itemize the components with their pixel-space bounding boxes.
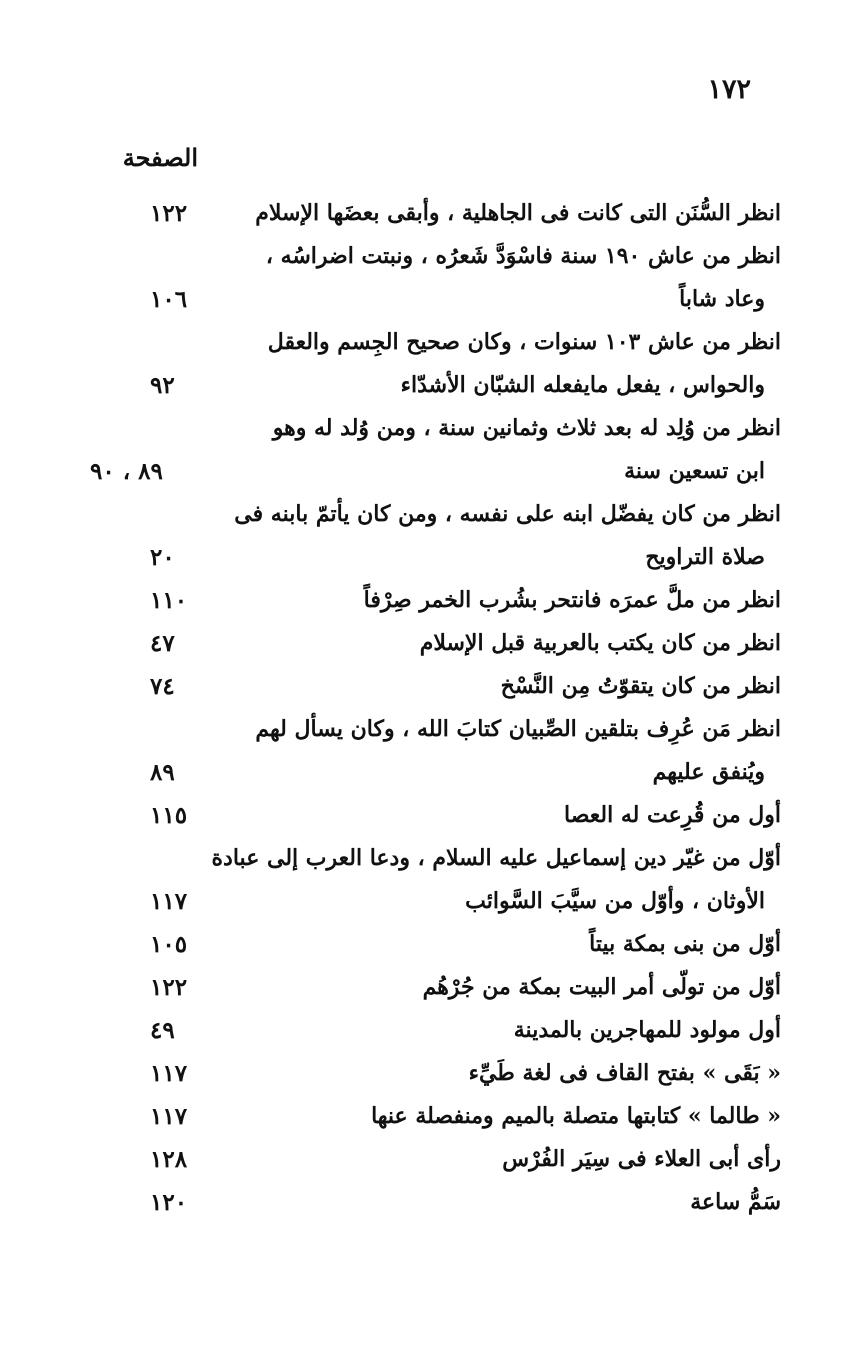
entry-text: انظر السُّنَن التى كانت فى الجاهلية ، وأبقى بعضَها الإسلام bbox=[255, 200, 781, 226]
entry-page-number: ٢٠ bbox=[150, 544, 175, 571]
entry-page-number: ٨٩ bbox=[150, 759, 175, 786]
index-entry bbox=[0, 1181, 843, 1224]
entry-page-number: ١١٧ bbox=[150, 1060, 188, 1087]
entry-text: رأى أبى العلاء فى سِيَر الفُرْس bbox=[502, 1146, 781, 1172]
entry-page-number: ١١٥ bbox=[150, 802, 188, 829]
index-entry bbox=[0, 665, 843, 708]
entry-text: « بَقَى » بفتح القاف فى لغة طَيِّء bbox=[468, 1060, 781, 1086]
entry-text: صلاة التراويح bbox=[645, 544, 765, 570]
entry-page-number: ١٢٢ bbox=[150, 200, 188, 227]
entry-page-number: ٩٢ bbox=[150, 372, 175, 399]
entry-text: ابن تسعين سنة bbox=[624, 458, 765, 484]
entry-page-number: ٤٩ bbox=[150, 1017, 175, 1044]
index-entry bbox=[0, 837, 843, 880]
entry-text: انظر من ملَّ عمرَه فانتحر بشُرب الخمر صِرْفاً bbox=[363, 587, 781, 613]
index-entry bbox=[0, 622, 843, 665]
entry-text: انظر من عاش ١٩٠ سنة فاسْوَدَّ شَعرُه ، ونبتت اضراسُه ، bbox=[265, 243, 781, 269]
index-entry bbox=[0, 794, 843, 837]
index-entry-continuation bbox=[0, 278, 843, 321]
index-entry-continuation bbox=[0, 880, 843, 923]
index-entry-continuation bbox=[0, 450, 843, 493]
entry-page-number: ٤٧ bbox=[150, 630, 175, 657]
entry-text: انظر من كان يتقوّتُ مِن النَّسْخ bbox=[500, 673, 781, 699]
index-entry bbox=[0, 235, 843, 278]
entry-page-number: ٨٩ ، ٩٠ bbox=[90, 458, 163, 485]
entry-page-number: ١٢٨ bbox=[150, 1146, 188, 1173]
entry-page-number: ١٢٠ bbox=[150, 1189, 188, 1216]
index-entry bbox=[0, 407, 843, 450]
entry-page-number bbox=[90, 235, 200, 278]
entry-page-number: ١٠٦ bbox=[150, 286, 188, 313]
entry-text: أوّل من بنى بمكة بيتاً bbox=[589, 931, 781, 957]
entry-text: انظر من كان يفضّل ابنه على نفسه ، ومن كان يأتمّ بابنه فى bbox=[234, 501, 781, 527]
entry-text: « طالما » كتابتها متصلة بالميم ومنفصلة عنها bbox=[371, 1103, 781, 1129]
entry-text: أول من قُرِعت له العصا bbox=[564, 802, 781, 828]
index-entry bbox=[0, 923, 843, 966]
entry-text: أوّل من غيّر دين إسماعيل عليه السلام ، ودعا العرب إلى عبادة bbox=[211, 845, 781, 871]
entry-text: الأوثان ، وأوّل من سيَّبَ السَّوائب bbox=[465, 888, 765, 914]
entry-page-number: ٧٤ bbox=[150, 673, 175, 700]
entry-page-number: ١١٧ bbox=[150, 1103, 188, 1130]
index-entry bbox=[0, 708, 843, 751]
index-entry-continuation bbox=[0, 364, 843, 407]
entry-text: أوّل من تولّى أمر البيت بمكة من جُرْهُم bbox=[422, 974, 781, 1000]
entry-page-number bbox=[90, 493, 200, 536]
entry-text: وعاد شاباً bbox=[679, 286, 765, 312]
entry-text: ويُنفق عليهم bbox=[652, 759, 765, 785]
entry-text: انظر مَن عُرِف بتلقين الصِّبيان كتابَ الله ، وكان يسأل لهم bbox=[255, 716, 781, 742]
entry-page-number: ١٠٥ bbox=[150, 931, 188, 958]
entry-page-number: ١١٧ bbox=[150, 888, 188, 915]
index-entry bbox=[0, 579, 843, 622]
index-entry-continuation bbox=[0, 751, 843, 794]
entry-page-number bbox=[90, 321, 200, 364]
index-entry bbox=[0, 966, 843, 1009]
entry-text: انظر من عاش ١٠٣ سنوات ، وكان صحيح الجِسم والعقل bbox=[267, 329, 781, 355]
entry-page-number: ١٢٢ bbox=[150, 974, 188, 1001]
index-entry bbox=[0, 321, 843, 364]
index-entry bbox=[0, 192, 843, 235]
page-column-header: الصفحة bbox=[122, 143, 198, 172]
page-number: ١٧٢ bbox=[707, 74, 751, 105]
entry-text: انظر من وُلِد له بعد ثلاث وثمانين سنة ، ومن وُلد له وهو bbox=[272, 415, 781, 441]
index-entry bbox=[0, 493, 843, 536]
index-entries bbox=[0, 192, 843, 1224]
entry-text: والحواس ، يفعل مايفعله الشبّان الأشدّاء bbox=[400, 372, 765, 398]
entry-text: انظر من كان يكتب بالعربية قبل الإسلام bbox=[419, 630, 781, 656]
index-entry bbox=[0, 1095, 843, 1138]
index-entry bbox=[0, 1009, 843, 1052]
entry-text: أول مولود للمهاجرين بالمدينة bbox=[513, 1017, 781, 1043]
index-entry bbox=[0, 1052, 843, 1095]
index-entry-continuation bbox=[0, 536, 843, 579]
entry-page-number bbox=[90, 837, 200, 880]
entry-page-number bbox=[90, 407, 200, 450]
entry-text: سَمُّ ساعة bbox=[690, 1189, 781, 1215]
entry-page-number bbox=[90, 708, 200, 751]
index-entry bbox=[0, 1138, 843, 1181]
entry-page-number: ١١٠ bbox=[150, 587, 188, 614]
